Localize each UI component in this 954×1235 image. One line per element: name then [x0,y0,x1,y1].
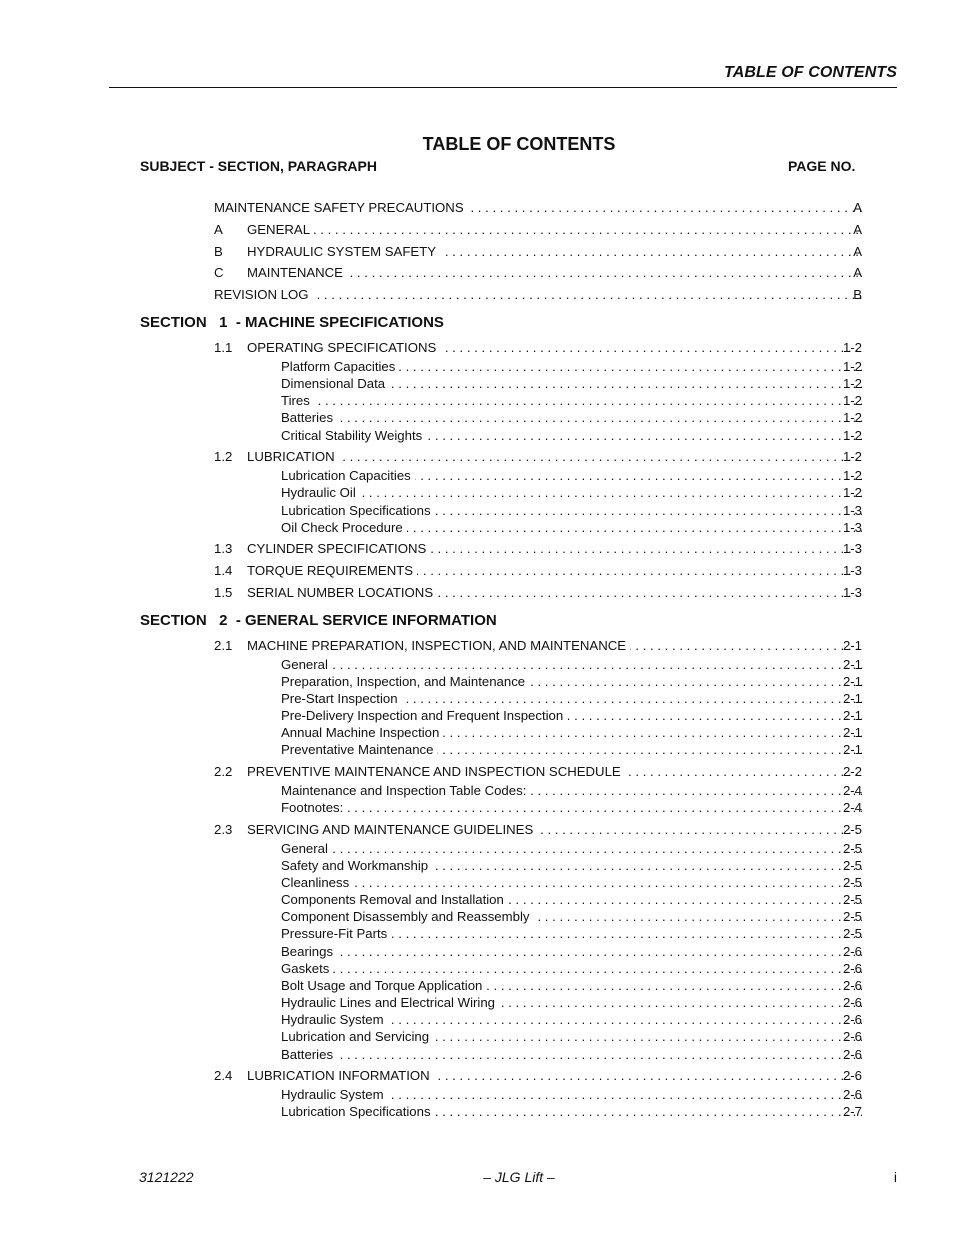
toc-entry-leader [247,244,862,260]
toc-entry-leader [281,708,862,724]
toc-entry-page: 2-5 [842,926,862,941]
toc-entry-leader [281,674,862,690]
column-header-page: PAGE NO. [788,158,856,174]
toc-entry-leader [247,585,862,601]
toc-entry-title: GENERAL [247,222,314,237]
toc-entry[interactable] [0,800,954,816]
toc-entry-title: Hydraulic System [281,1087,388,1102]
toc-entry-leader [214,287,862,303]
toc-entry-leader [247,764,862,780]
toc-entry-page: 2-5 [842,875,862,890]
toc-entry-page: 2-5 [842,892,862,907]
toc-entry[interactable] [0,449,954,465]
toc-entry-title: Component Disassembly and Reassembly [281,909,533,924]
toc-entry-page: 2-1 [842,638,862,653]
toc-entry-number: 1.5 [214,585,233,600]
toc-entry[interactable] [0,725,954,741]
toc-entry-leader [281,725,862,741]
toc-entry[interactable] [0,691,954,707]
toc-entry-title: Lubrication Specifications [281,503,435,518]
toc-entry-page: 1-3 [842,503,862,518]
toc-entry-title: Critical Stability Weights [281,428,426,443]
toc-entry[interactable] [0,359,954,375]
toc-entry[interactable] [0,961,954,977]
toc-entry-leader [281,1104,862,1120]
toc-entry-number: 2.3 [214,822,233,837]
toc-entry-title: HYDRAULIC SYSTEM SAFETY [247,244,440,259]
toc-entry-leader [281,944,862,960]
toc-entry-page: 1-3 [842,520,862,535]
toc-entry-title: MAINTENANCE [247,265,347,280]
toc-entry-number: 1.1 [214,340,233,355]
toc-entry-page: 2-1 [842,742,862,757]
toc-entry-page: 2-6 [842,961,862,976]
toc-entry-title: SERVICING AND MAINTENANCE GUIDELINES [247,822,537,837]
toc-entry-page: 2-6 [842,1029,862,1044]
toc-entry[interactable] [0,244,954,260]
toc-entry-leader [247,340,862,356]
toc-entry-leader [281,892,862,908]
toc-entry[interactable] [0,841,954,857]
toc-entry[interactable] [0,909,954,925]
toc-title: TABLE OF CONTENTS [422,134,616,154]
toc-entry-leader [281,742,862,758]
toc-entry-title: Hydraulic Lines and Electrical Wiring [281,995,499,1010]
toc-entry-leader [247,563,862,579]
footer-doc-number: 3121222 [139,1169,194,1185]
toc-entry-number: 1.2 [214,449,233,464]
toc-entry[interactable] [0,503,954,519]
toc-entry-leader [281,485,862,501]
section-heading: SECTION 2 - GENERAL SERVICE INFORMATION [140,612,497,629]
toc-entry-title: LUBRICATION [247,449,339,464]
toc-entry-leader [281,503,862,519]
toc-entry-leader [281,1029,862,1045]
toc-entry[interactable] [0,563,954,579]
toc-entry-leader [214,200,862,216]
toc-entry-page: 1-3 [842,541,862,556]
toc-entry-title: Components Removal and Installation [281,892,508,907]
running-header: TABLE OF CONTENTS [724,64,897,81]
toc-entry-title: General [281,841,332,856]
toc-entry-title: MACHINE PREPARATION, INSPECTION, AND MAINTENANCE [247,638,630,653]
toc-entry[interactable] [0,822,954,838]
toc-entry-title: Maintenance and Inspection Table Codes: [281,783,530,798]
toc-entry-title: SERIAL NUMBER LOCATIONS [247,585,437,600]
toc-entry-page: 2-6 [842,1068,862,1083]
toc-entry[interactable] [0,485,954,501]
toc-entry-page: 2-5 [842,858,862,873]
toc-entry[interactable] [0,222,954,238]
toc-entry-title: Bolt Usage and Torque Application [281,978,486,993]
toc-entry-title: General [281,657,332,672]
toc-entry-page: 1-3 [842,563,862,578]
toc-entry-page: 2-5 [842,841,862,856]
toc-entry-leader [247,638,862,654]
toc-entry-leader [281,926,862,942]
toc-entry[interactable] [0,1047,954,1063]
toc-entry-number: 1.4 [214,563,233,578]
toc-entry[interactable] [0,764,954,780]
toc-entry-title: Annual Machine Inspection [281,725,443,740]
toc-entry-leader [281,657,862,673]
toc-entry[interactable] [0,1104,954,1120]
toc-entry-title: Hydraulic System [281,1012,388,1027]
toc-entry[interactable] [0,742,954,758]
toc-entry-leader [281,1047,862,1063]
toc-entry-page: 2-6 [842,1087,862,1102]
section-heading: SECTION 1 - MACHINE SPECIFICATIONS [140,314,444,331]
toc-entry-page: A [853,244,862,259]
toc-entry-leader [281,978,862,994]
toc-entry-title: Pressure-Fit Parts [281,926,391,941]
toc-entry-page: 2-7 [842,1104,862,1119]
toc-entry-number: B [214,244,223,259]
toc-entry[interactable] [0,520,954,536]
toc-entry-leader [247,449,862,465]
toc-entry-page: 2-1 [842,657,862,672]
toc-entry-page: 1-2 [842,359,862,374]
toc-entry[interactable] [0,892,954,908]
toc-entry-page: A [853,200,862,215]
toc-entry-page: 2-6 [842,995,862,1010]
toc-entry-page: 1-2 [842,485,862,500]
toc-entry-page: 1-2 [842,393,862,408]
toc-entry-leader [281,995,862,1011]
toc-entry-leader [247,222,862,238]
footer-brand: – JLG Lift – [483,1169,555,1185]
toc-entry-page: 2-6 [842,1012,862,1027]
toc-entry[interactable] [0,944,954,960]
toc-entry-page: 2-2 [842,764,862,779]
toc-entry-page: 2-1 [842,708,862,723]
toc-entry-title: OPERATING SPECIFICATIONS [247,340,440,355]
toc-entry-page: A [853,265,862,280]
toc-entry-title: Preventative Maintenance [281,742,437,757]
toc-entry-page: 1-2 [842,468,862,483]
column-header-subject: SUBJECT - SECTION, PARAGRAPH [140,158,377,174]
toc-entry-title: Preparation, Inspection, and Maintenance [281,674,529,689]
toc-entry-title: Footnotes: [281,800,347,815]
toc-entry[interactable] [0,340,954,356]
toc-entry-leader [281,1087,862,1103]
toc-entry-leader [281,520,862,536]
toc-entry-leader [281,875,862,891]
toc-entry[interactable] [0,638,954,654]
toc-entry[interactable] [0,674,954,690]
toc-entry[interactable] [0,783,954,799]
toc-entry-title: REVISION LOG [214,287,313,302]
toc-entry-page: 1-2 [842,410,862,425]
toc-entry[interactable] [0,200,954,216]
toc-entry[interactable] [0,541,954,557]
toc-entry-page: 1-2 [842,428,862,443]
toc-entry-title: PREVENTIVE MAINTENANCE AND INSPECTION SCHEDULE [247,764,625,779]
toc-entry-title: MAINTENANCE SAFETY PRECAUTIONS [214,200,468,215]
toc-entry[interactable] [0,858,954,874]
toc-entry[interactable] [0,287,954,303]
toc-entry-number: 2.4 [214,1068,233,1083]
toc-entry-page: 2-1 [842,725,862,740]
toc-entry-leader [281,410,862,426]
toc-entry-title: Bearings [281,944,337,959]
toc-entry-title: TORQUE REQUIREMENTS [247,563,417,578]
toc-entry[interactable] [0,265,954,281]
toc-entry-leader [281,858,862,874]
header-rule [109,87,897,88]
toc-entry-page: 1-2 [842,340,862,355]
toc-entry-number: 1.3 [214,541,233,556]
toc-entry-number: 2.1 [214,638,233,653]
toc-entry-leader [281,1012,862,1028]
toc-entry-leader [247,822,862,838]
toc-entry-page: 1-2 [842,449,862,464]
toc-entry-title: Lubrication and Servicing [281,1029,433,1044]
toc-entry-title: Lubrication Specifications [281,1104,435,1119]
toc-entry[interactable] [0,410,954,426]
toc-entry-page: 2-5 [842,822,862,837]
toc-entry[interactable] [0,978,954,994]
toc-entry-page: B [853,287,862,302]
toc-entry-number: 2.2 [214,764,233,779]
toc-entry[interactable] [0,376,954,392]
toc-entry-page: 2-6 [842,1047,862,1062]
toc-entry[interactable] [0,393,954,409]
toc-entry-leader [281,428,862,444]
toc-entry-title: Lubrication Capacities [281,468,415,483]
toc-entry-number: C [214,265,224,280]
toc-entry[interactable] [0,585,954,601]
toc-entry-leader [281,468,862,484]
toc-entry-title: Platform Capacities [281,359,399,374]
toc-entry-title: Pre-Delivery Inspection and Frequent Inspection [281,708,567,723]
toc-entry-title: Dimensional Data [281,376,389,391]
toc-entry-page: 2-6 [842,978,862,993]
toc-entry-title: Batteries [281,1047,337,1062]
toc-entry-title: Oil Check Procedure [281,520,407,535]
toc-entry-title: Safety and Workmanship [281,858,432,873]
toc-entry[interactable] [0,1068,954,1084]
toc-entry-page: A [853,222,862,237]
toc-entry-leader [247,541,862,557]
toc-entry-leader [281,376,862,392]
toc-entry-title: Cleanliness [281,875,353,890]
toc-entry[interactable] [0,995,954,1011]
toc-entry-title: Tires [281,393,314,408]
toc-entry-page: 2-1 [842,691,862,706]
toc-entry-title: Pre-Start Inspection [281,691,402,706]
toc-entry-leader [281,961,862,977]
toc-entry[interactable] [0,708,954,724]
toc-entry-title: CYLINDER SPECIFICATIONS [247,541,430,556]
toc-entry[interactable] [0,657,954,673]
toc-entry-leader [247,265,862,281]
toc-entry[interactable] [0,1087,954,1103]
toc-entry-page: 1-3 [842,585,862,600]
toc-entry-page: 2-4 [842,800,862,815]
toc-entry-leader [281,909,862,925]
toc-entry[interactable] [0,428,954,444]
toc-entry-leader [281,359,862,375]
toc-entry[interactable] [0,1012,954,1028]
toc-entry-leader [281,841,862,857]
toc-entry-leader [281,800,862,816]
toc-entry[interactable] [0,926,954,942]
toc-entry-page: 1-2 [842,376,862,391]
toc-entry-page: 2-6 [842,944,862,959]
toc-entry-title: LUBRICATION INFORMATION [247,1068,434,1083]
toc-entry-page: 2-1 [842,674,862,689]
footer-page-number: i [893,1169,897,1185]
toc-entry-title: Hydraulic Oil [281,485,360,500]
toc-entry[interactable] [0,1029,954,1045]
toc-entry-leader [281,783,862,799]
toc-entry[interactable] [0,468,954,484]
toc-entry-page: 2-4 [842,783,862,798]
toc-entry[interactable] [0,875,954,891]
toc-entry-page: 2-5 [842,909,862,924]
toc-entry-leader [281,691,862,707]
toc-entry-title: Gaskets [281,961,333,976]
toc-entry-title: Batteries [281,410,337,425]
toc-entry-leader [247,1068,862,1084]
toc-entry-leader [281,393,862,409]
toc-entry-number: A [214,222,223,237]
